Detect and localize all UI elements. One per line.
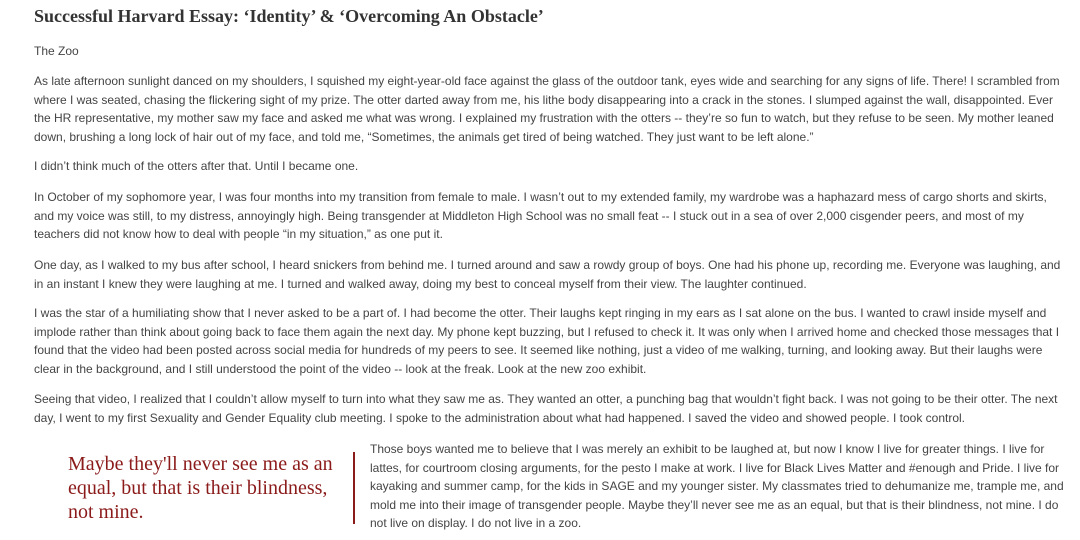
paragraph-2: I didn’t think much of the otters after that. Until I became one.	[34, 159, 359, 173]
paragraph-4: One day, as I walked to my bus after school, I heard snickers from behind me. I turned around and saw a rowdy group of boys. One had his phone up, recording me. Everyone was laughing, and in an instant I knew they were laughing at me. I turned and walked away, doing my best to conceal myself from their view. The laughter continued.	[34, 258, 1061, 291]
essay-subtitle: The Zoo	[34, 44, 79, 58]
paragraph-1: As late afternoon sunlight danced on my shoulders, I squished my eight-year-old face against the glass of the outdoor tank, eyes wide and searching for any signs of life. There! I scrambled from where I was seated, chasing the flickering sight of my prize. The otter darted away from me, his lithe body disappearing into a crack in the stones. I slumped against the wall, disappointed. Ever the HR representative, my mother saw my face and asked me what was wrong. I explained my frustration with the otters -- they’re so fun to watch, but they refuse to be seen. My mother leaned down, brushing a long lock of hair out of my face, and told me, “Sometimes, the animals get tired of being watched. They just want to be left alone.”	[34, 74, 1060, 144]
article	[34, 0, 1070, 540]
paragraph-6: Seeing that video, I realized that I couldn’t allow myself to turn into what they saw me as. They wanted an otter, a punching bag that wouldn’t fight back. I was not going to be their otter. The next day, I went to my first Sexuality and Gender Equality club meeting. I spoke to the administration about what had happened. I saved the video and showed people. I took control.	[34, 392, 1058, 425]
closing-section	[34, 437, 1070, 533]
paragraph-3: In October of my sophomore year, I was four months into my transition from female to male. I wasn’t out to my extended family, my wardrobe was a haphazard mess of cargo shorts and skirts, and my voice was still, to my distress, annoyingly high. Being transgender at Middleton High School was no small feat -- I stuck out in a sea of over 2,000 cisgender peers, and most of my teachers did not know how to deal with people “in my situation,” as one put it.	[34, 190, 1047, 241]
final-paragraph: Those boys wanted me to believe that I was merely an exhibit to be laughed at, but now I know I live for greater things. I live for lattes, for courtroom closing arguments, for the pesto I make at work. I live for Black Lives Matter and #enough and Pride. I live for kayaking and summer camp, for the kids in SAGE and my younger sister. My classmates tried to dehumanize me, trample me, and mold me into their image of transgender people. Maybe they’ll never see me as an equal, but that is their blindness, not mine. I do not live on display. I do not live in a zoo.	[370, 442, 1064, 530]
pull-quote: Maybe they'll never see me as an equal, but that is their blindness, not mine.	[68, 453, 333, 523]
pull-quote-divider	[353, 452, 355, 524]
article-title: Successful Harvard Essay: ‘Identity’ & ‘Overcoming An Obstacle’	[34, 6, 544, 26]
paragraph-5: I was the star of a humiliating show that I never asked to be a part of. I had become the otter. Their laughs kept ringing in my ears as I sat alone on the bus. I wanted to crawl inside myself and implode rather than think about going back to face them again the next day. My phone kept buzzing, but I refused to check it. It was only when I arrived home and checked those messages that I found that the video had been posted across social media for hundreds of my peers to see. It seemed like nothing, just a video of me walking, turning, and looking away. But their laughs were clear in the background, and I still understood the point of the video -- look at the freak. Look at the new zoo exhibit.	[34, 306, 1060, 376]
